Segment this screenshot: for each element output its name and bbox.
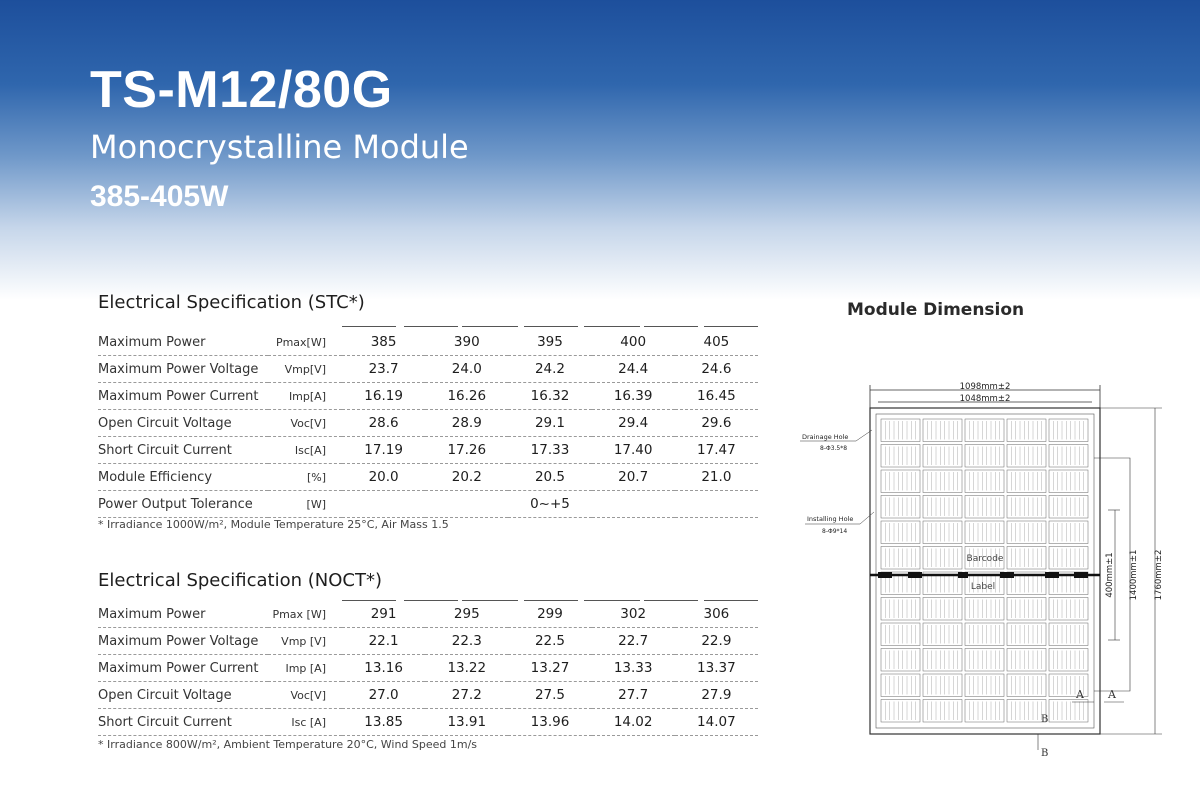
- section-b-top: B: [1041, 714, 1049, 725]
- label-label: Label: [970, 582, 996, 592]
- spec-value: 17.19: [342, 437, 425, 464]
- spec-value: 16.26: [425, 383, 508, 410]
- spec-value: 13.91: [425, 709, 508, 736]
- spec-name: Maximum Power Voltage: [98, 628, 268, 655]
- spec-unit: Pmax [W]: [268, 601, 342, 628]
- spec-value: 385: [342, 329, 425, 356]
- spec-value: 27.0: [342, 682, 425, 709]
- spec-value: 29.4: [592, 410, 675, 437]
- spec-unit: [%]: [268, 464, 342, 491]
- installing-hole-label: Installing Hole: [807, 515, 854, 523]
- spec-value: 27.5: [508, 682, 591, 709]
- spec-value: 27.9: [675, 682, 758, 709]
- spec-row: [98, 383, 758, 410]
- spec-value: 22.1: [342, 628, 425, 655]
- spec-value: 28.6: [342, 410, 425, 437]
- spec-unit: Pmax[W]: [268, 329, 342, 356]
- spec-value: 27.2: [425, 682, 508, 709]
- spec-value: 302: [592, 601, 675, 628]
- spec-value: 16.45: [675, 383, 758, 410]
- spec-value: 22.7: [592, 628, 675, 655]
- dimension-title: Module Dimension: [847, 300, 1025, 320]
- spec-row: [98, 601, 758, 628]
- spec-value: 13.33: [592, 655, 675, 682]
- spec-row-tolerance: [98, 491, 758, 518]
- spec-value: 22.9: [675, 628, 758, 655]
- model-title: TS-M12/80G: [90, 61, 393, 119]
- spec-value: 16.39: [592, 383, 675, 410]
- stc-table: [98, 329, 758, 518]
- spec-value: 20.7: [592, 464, 675, 491]
- dim-1400-label: 1400mm±1: [1129, 549, 1139, 601]
- spec-name: Maximum Power: [98, 601, 268, 628]
- module-frame: [870, 408, 1100, 734]
- spec-unit: Vmp [V]: [268, 628, 342, 655]
- width-inner-label: 1048mm±2: [959, 394, 1011, 404]
- spec-value: 17.33: [508, 437, 591, 464]
- spec-name: Maximum Power Current: [98, 383, 268, 410]
- spec-name: Short Circuit Current: [98, 709, 268, 736]
- spec-value: 16.19: [342, 383, 425, 410]
- spec-value: 29.1: [508, 410, 591, 437]
- spec-value: 20.2: [425, 464, 508, 491]
- spec-value: 20.5: [508, 464, 591, 491]
- spec-name: Short Circuit Current: [98, 437, 268, 464]
- spec-row: [98, 437, 758, 464]
- spec-value: 29.6: [675, 410, 758, 437]
- spec-value: 295: [425, 601, 508, 628]
- spec-value: 400: [592, 329, 675, 356]
- spec-value: 405: [675, 329, 758, 356]
- spec-row: [98, 682, 758, 709]
- dim-400-label: 400mm±1: [1105, 552, 1115, 598]
- spec-value: 22.5: [508, 628, 591, 655]
- section-a-left: A: [1076, 688, 1084, 701]
- barcode-label: Barcode: [966, 554, 1004, 564]
- spec-value: 390: [425, 329, 508, 356]
- spec-row: [98, 464, 758, 491]
- spec-value: 23.7: [342, 356, 425, 383]
- spec-value: 299: [508, 601, 591, 628]
- spec-value: 17.40: [592, 437, 675, 464]
- spec-name: Module Efficiency: [98, 464, 268, 491]
- noct-section-title: Electrical Specification (NOCT*): [98, 570, 382, 591]
- spec-value: 13.85: [342, 709, 425, 736]
- drainage-hole-spec: 8-Φ3.5*8: [820, 445, 848, 452]
- spec-value: 291: [342, 601, 425, 628]
- spec-value: 24.0: [425, 356, 508, 383]
- spec-value: 21.0: [675, 464, 758, 491]
- spec-row: [98, 709, 758, 736]
- spec-value: 14.07: [675, 709, 758, 736]
- spec-row: [98, 329, 758, 356]
- stc-header-lines: [342, 326, 758, 328]
- spec-value: 395: [508, 329, 591, 356]
- spec-value: 17.47: [675, 437, 758, 464]
- spec-value: 306: [675, 601, 758, 628]
- spec-value: 24.4: [592, 356, 675, 383]
- spec-name: Open Circuit Voltage: [98, 682, 268, 709]
- spec-name: Maximum Power Voltage: [98, 356, 268, 383]
- model-subtitle: Monocrystalline Module: [90, 128, 469, 166]
- spec-value: 13.16: [342, 655, 425, 682]
- tolerance-value: 0~+5: [342, 491, 758, 518]
- spec-unit: [W]: [268, 491, 342, 518]
- stc-section-title: Electrical Specification (STC*): [98, 292, 365, 313]
- spec-value: 16.32: [508, 383, 591, 410]
- power-range: 385-405W: [90, 180, 229, 213]
- spec-unit: Voc[V]: [268, 410, 342, 437]
- spec-unit: Vmp[V]: [268, 356, 342, 383]
- spec-name: Maximum Power: [98, 329, 268, 356]
- spec-unit: Isc [A]: [268, 709, 342, 736]
- spec-value: 13.96: [508, 709, 591, 736]
- spec-value: 24.6: [675, 356, 758, 383]
- spec-value: 13.22: [425, 655, 508, 682]
- spec-name: Open Circuit Voltage: [98, 410, 268, 437]
- module-dimension-drawing: [790, 380, 1170, 760]
- spec-value: 17.26: [425, 437, 508, 464]
- spec-value: 13.37: [675, 655, 758, 682]
- spec-row: [98, 628, 758, 655]
- spec-value: 27.7: [592, 682, 675, 709]
- spec-unit: Voc[V]: [268, 682, 342, 709]
- spec-name: Maximum Power Current: [98, 655, 268, 682]
- installing-hole-spec: 8-Φ9*14: [822, 528, 848, 535]
- spec-value: 13.27: [508, 655, 591, 682]
- spec-value: 28.9: [425, 410, 508, 437]
- spec-value: 24.2: [508, 356, 591, 383]
- spec-value: 22.3: [425, 628, 508, 655]
- section-a-right: A: [1108, 688, 1116, 701]
- spec-row: [98, 410, 758, 437]
- spec-unit: Imp[A]: [268, 383, 342, 410]
- spec-row: [98, 356, 758, 383]
- spec-value: 14.02: [592, 709, 675, 736]
- stc-note: * Irradiance 1000W/m², Module Temperature 25°C, Air Mass 1.5: [98, 518, 449, 531]
- spec-unit: Isc[A]: [268, 437, 342, 464]
- width-outer-label: 1098mm±2: [959, 382, 1011, 392]
- section-b-bottom: B: [1041, 748, 1049, 759]
- spec-unit: Imp [A]: [268, 655, 342, 682]
- noct-note: * Irradiance 800W/m², Ambient Temperature 20°C, Wind Speed 1m/s: [98, 738, 478, 751]
- spec-name: Power Output Tolerance: [98, 491, 268, 518]
- spec-row: [98, 655, 758, 682]
- drainage-hole-label: Drainage Hole: [802, 433, 849, 441]
- dim-1760-label: 1760mm±2: [1154, 549, 1164, 601]
- noct-table: [98, 601, 758, 736]
- spec-value: 20.0: [342, 464, 425, 491]
